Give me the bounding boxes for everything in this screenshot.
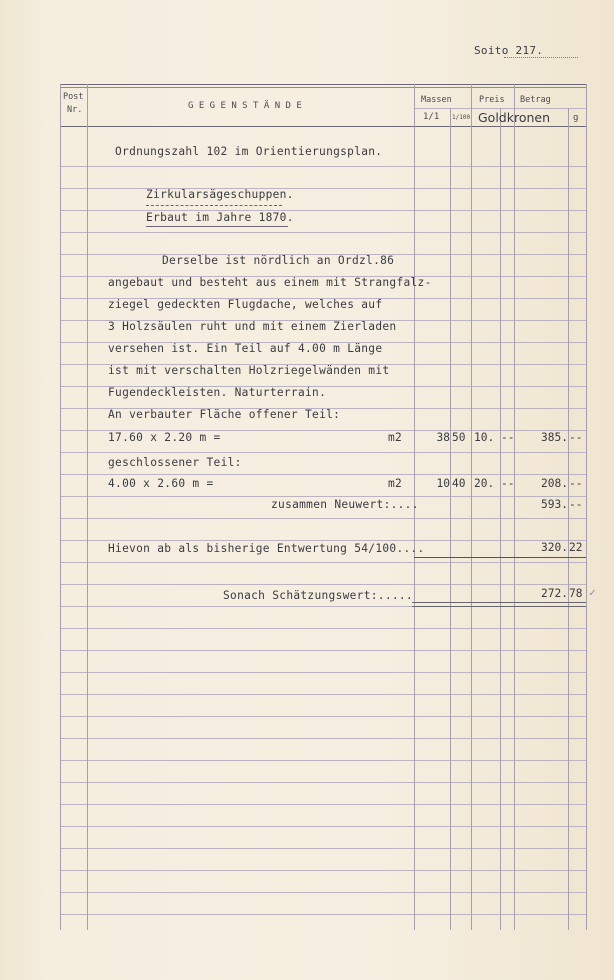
row2-amount-int: 208. <box>541 477 568 490</box>
row2-price-dec: -- <box>501 477 515 490</box>
line-desc-7: Fugendeckleisten. Naturterrain. <box>108 386 327 399</box>
building-name-underline <box>146 205 282 206</box>
row2-amount-dec: -- <box>569 477 583 490</box>
line-area-open-label: An verbauter Fläche offener Teil: <box>108 408 341 421</box>
line-ordnungszahl: Ordnungszahl 102 im Orientierungsplan. <box>115 145 383 158</box>
row2-price-int: 20. <box>474 477 495 490</box>
sum-amount-dec: -- <box>569 498 583 511</box>
deduct-amount-int: 320. <box>541 541 568 554</box>
deduct-rule <box>414 557 586 558</box>
sum-amount-int: 593. <box>541 498 568 511</box>
line-desc-3: ziegel gedeckten Flugdache, welches auf <box>108 298 383 311</box>
preis-header: Preis <box>479 95 505 105</box>
line-area-closed-calc: 4.00 x 2.60 m = <box>108 477 214 490</box>
massen-sub-whole: 1/1 <box>423 112 440 122</box>
page-label-underline <box>504 57 578 58</box>
final-amount-dec: 78 <box>569 587 583 600</box>
line-entwertung: Hievon ab als bisherige Entwertung 54/100.... <box>108 542 425 555</box>
massen-header: Massen <box>421 95 452 105</box>
row2-unit: m2 <box>388 477 403 490</box>
row1-mass-dec: 50 <box>452 431 466 444</box>
row1-amount-dec: -- <box>569 431 583 444</box>
line-desc-2: angebaut und besteht aus einem mit Strangfalz- <box>108 276 432 289</box>
row1-unit: m2 <box>388 431 403 444</box>
built-year-underline <box>146 226 288 227</box>
currency-header: Goldkronen <box>478 110 551 125</box>
line-building-name: Zirkularsägeschuppen. <box>146 188 294 201</box>
line-desc-6: ist mit verschalten Holzriegelwänden mit <box>108 364 390 377</box>
betrag-header: Betrag <box>520 95 551 105</box>
currency-header-tail: g <box>573 113 579 123</box>
deduct-amount-dec: 22 <box>569 541 583 554</box>
line-desc-5: versehen ist. Ein Teil auf 4.00 m Länge <box>108 342 383 355</box>
row2-mass-dec: 40 <box>452 477 466 490</box>
final-double-rule <box>412 602 586 607</box>
final-amount-int: 272. <box>541 587 568 600</box>
row1-mass-int: 38 <box>436 431 450 444</box>
gegenstaende-header: G E G E N S T Ä N D E <box>188 101 302 111</box>
line-neuwert: zusammen Neuwert:.... <box>271 498 419 511</box>
line-desc-1: Derselbe ist nördlich an Ordzl.86 <box>162 254 395 267</box>
line-area-closed-label: geschlossener Teil: <box>108 456 242 469</box>
check-mark-icon: ✓ <box>589 586 596 599</box>
page-label: Soito 217. <box>474 44 544 57</box>
line-desc-4: 3 Holzsäulen ruht und mit einem Zierladen <box>108 320 397 333</box>
row1-price-int: 10. <box>474 431 495 444</box>
line-schaetzungswert: Sonach Schätzungswert:..... <box>223 589 413 602</box>
row2-mass-int: 10 <box>436 477 450 490</box>
row1-amount-int: 385. <box>541 431 568 444</box>
post-nr-header-line2: Nr. <box>67 105 83 115</box>
post-nr-header-line1: Post <box>63 92 84 102</box>
line-area-open-calc: 17.60 x 2.20 m = <box>108 431 221 444</box>
massen-sub-hundredth: 1/100 <box>452 114 471 121</box>
line-built-year: Erbaut im Jahre 1870. <box>146 211 294 224</box>
row1-price-dec: -- <box>501 431 515 444</box>
